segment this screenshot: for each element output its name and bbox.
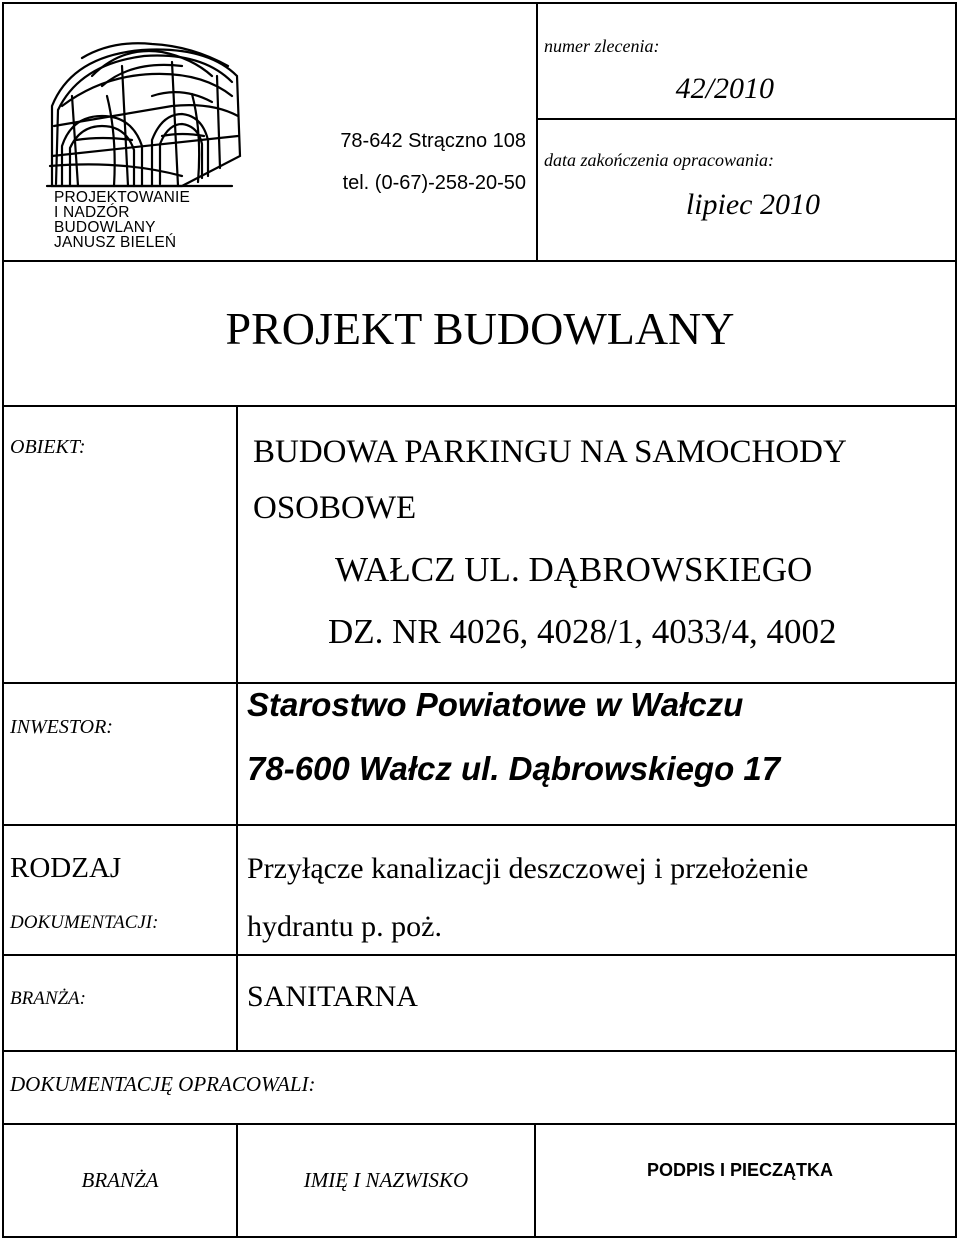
page-title: PROJEKT BUDOWLANY bbox=[225, 303, 735, 354]
logo-line-4: JANUSZ BIELEŃ bbox=[54, 234, 177, 251]
border-right bbox=[955, 2, 957, 1238]
investor-bottom-line bbox=[2, 824, 957, 826]
investor-label: INWESTOR: bbox=[10, 716, 113, 738]
object-line-4: DZ. NR 4026, 4028/1, 4033/4, 4002 bbox=[328, 612, 837, 651]
border-left bbox=[2, 2, 4, 1238]
doctype-line-2: hydrantu p. poż. bbox=[247, 910, 442, 943]
object-label: OBIEKT: bbox=[10, 436, 86, 458]
company-logo bbox=[32, 36, 242, 260]
prepared-bottom-line bbox=[2, 1123, 957, 1125]
object-line-3: WAŁCZ UL. DĄBROWSKIEGO bbox=[335, 550, 813, 589]
logo-line-2: I NADZÓR bbox=[54, 204, 130, 221]
title-bottom-line bbox=[2, 405, 957, 407]
order-number-label: numer zlecenia: bbox=[544, 36, 660, 56]
label-column-divider-1 bbox=[236, 405, 238, 825]
branch-value: SANITARNA bbox=[247, 980, 418, 1013]
building-sketch-icon bbox=[32, 36, 242, 196]
object-line-2: OSOBOWE bbox=[253, 490, 417, 526]
border-bottom bbox=[2, 1236, 957, 1238]
table-header-branch: BRANŻA bbox=[81, 1168, 159, 1192]
branch-bottom-line bbox=[2, 1050, 957, 1052]
investor-line-2: 78-600 Wałcz ul. Dąbrowskiego 17 bbox=[247, 750, 781, 787]
border-top bbox=[2, 2, 957, 4]
doctype-label-1: RODZAJ bbox=[10, 852, 122, 884]
logo-line-1: PROJEKTOWANIE bbox=[54, 189, 191, 206]
header-bottom-line bbox=[2, 260, 957, 262]
table-header-signature: PODPIS I PIECZĄTKA bbox=[646, 1160, 834, 1180]
doctype-line-1: Przyłącze kanalizacji deszczowej i przełożenie bbox=[247, 852, 809, 885]
prepared-by-label: DOKUMENTACJĘ OPRACOWALI: bbox=[10, 1072, 316, 1096]
header-mid-line bbox=[536, 118, 957, 120]
order-number: 42/2010 bbox=[675, 72, 774, 105]
object-bottom-line bbox=[2, 682, 957, 684]
header-divider bbox=[536, 2, 538, 262]
completion-date-label: data zakończenia opracowania: bbox=[544, 150, 774, 170]
company-address: 78-642 Strączno 108 bbox=[340, 130, 526, 152]
logo-line-3: BUDOWLANY bbox=[54, 219, 156, 236]
completion-date: lipiec 2010 bbox=[685, 188, 820, 221]
object-line-1: BUDOWA PARKINGU NA SAMOCHODY bbox=[253, 434, 847, 470]
company-phone: tel. (0-67)-258-20-50 bbox=[342, 172, 526, 194]
table-header-name: IMIĘ I NAZWISKO bbox=[303, 1168, 469, 1192]
doctype-label-2: DOKUMENTACJI: bbox=[10, 912, 159, 933]
label-column-divider-2 bbox=[236, 824, 238, 1052]
investor-line-1: Starostwo Powiatowe w Wałczu bbox=[247, 686, 744, 723]
doctype-bottom-line bbox=[2, 954, 957, 956]
branch-label: BRANŻA: bbox=[10, 988, 86, 1009]
logo-text bbox=[54, 190, 190, 250]
